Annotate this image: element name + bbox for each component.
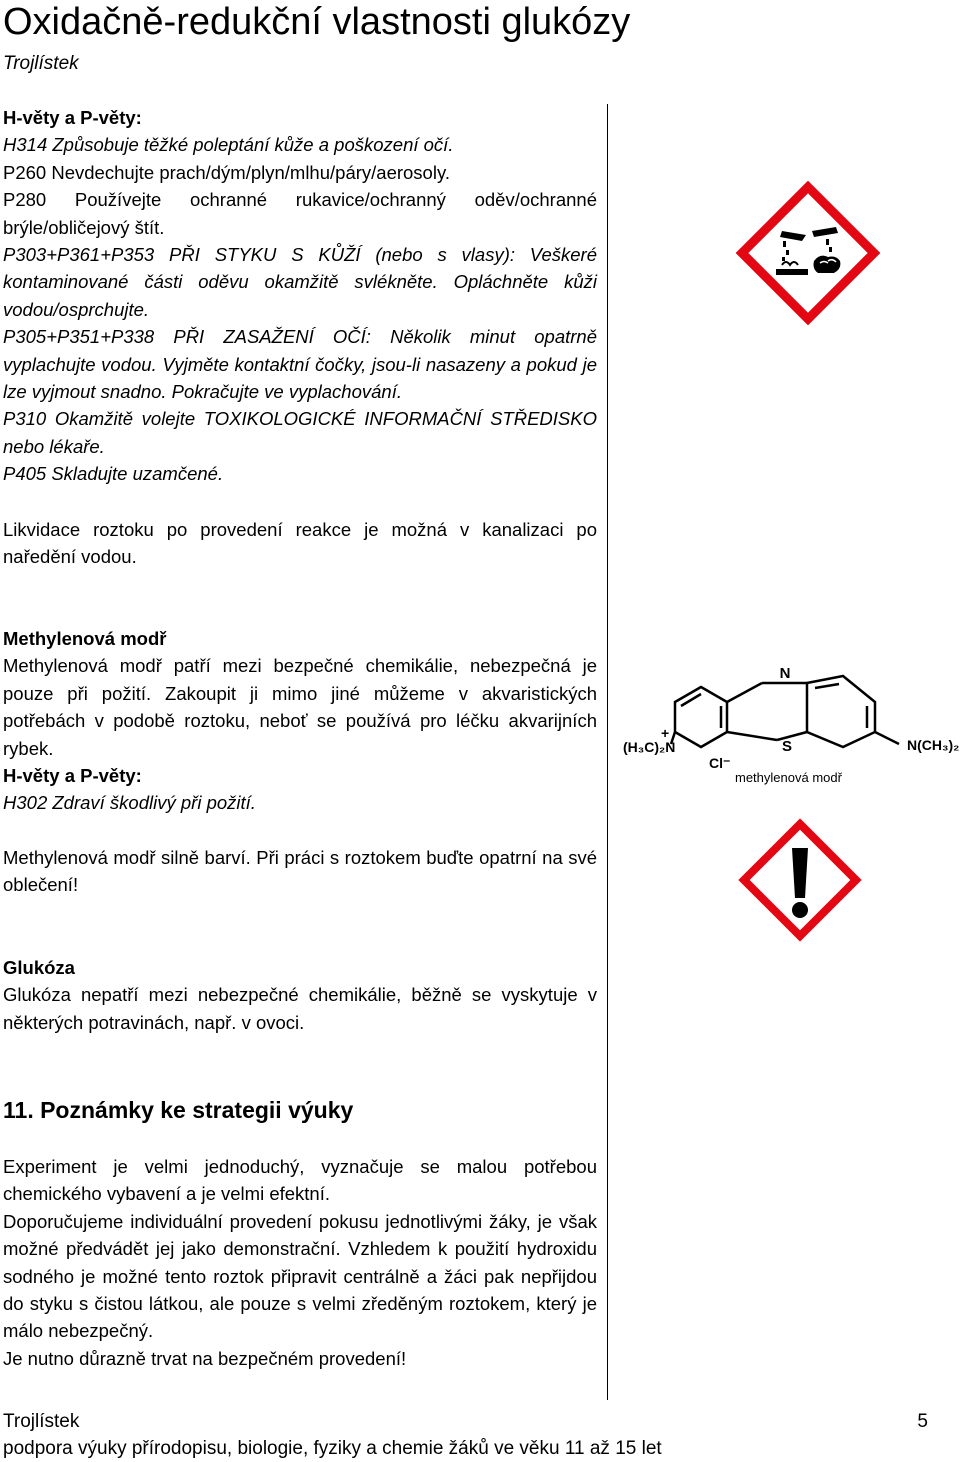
hazard-statement: P260 Nevdechujte prach/dým/plyn/mlhu/páry/aerosoly. <box>3 161 450 183</box>
atom-n-label: N <box>779 665 791 682</box>
page-footer <box>3 1408 928 1459</box>
methylene-blue-hp-heading: H-věty a P-věty: <box>3 765 142 787</box>
hazard-statement: P280 Používejte ochranné rukavice/ochranný oděv/ochranné brýle/obličejový štít. <box>3 189 597 238</box>
footer-tagline: podpora výuky přírodopisu, biologie, fyziky a chemie žáků ve věku 11 až 15 let <box>3 1438 662 1459</box>
ghs-corrosive-icon <box>736 181 880 325</box>
methylene-blue-text: Methylenová modř patří mezi bezpečné chemikálie, nebezpečná je pouze při požití. Zakoupit ji mimo jiné můžeme v akvaristických potřebách v podobě roztoku, neboť se používá pro léčku akvarijních rybek. <box>3 655 597 759</box>
methylene-blue-section <box>3 625 597 817</box>
hazard-statement: P305+P351+P338 PŘI ZASAŽENÍ OČÍ: Několik minut opatrně vyplachujte vodou. Vyjměte kontaktní čočky, jsou-li nasazeny a pokud je lze vyjmout snadno. Pokračujte ve vyplachování. <box>3 326 597 403</box>
ghs-exclamation-icon <box>738 818 862 942</box>
page-subtitle: Trojlístek <box>3 53 79 74</box>
hazard-statement: P310 Okamžitě volejte TOXIKOLOGICKÉ INFORMAČNÍ STŘEDISKO nebo lékaře. <box>3 408 597 457</box>
glucose-heading: Glukóza <box>3 957 75 978</box>
methylene-blue-heading: Methylenová modř <box>3 628 167 649</box>
column-divider <box>607 104 608 1400</box>
section-heading: 11. Poznámky ke strategii výuky <box>3 1097 354 1123</box>
hazard-statement: P405 Skladujte uzamčené. <box>3 463 224 485</box>
hazard-section <box>3 104 597 488</box>
glucose-text: Glukóza nepatří mezi nebezpečné chemikálie, běžně se vyskytuje v některých potravinách, např. v ovoci. <box>3 984 597 1033</box>
page-number: 5 <box>917 1411 928 1432</box>
disposal-note: Likvidace roztoku po provedení reakce je možná v kanalizaci po naředění vodou. <box>3 519 597 568</box>
page-title: Oxidačně-redukční vlastnosti glukózy <box>3 1 631 43</box>
strategy-paragraph: Doporučujeme individuální provedení pokusu jednotlivými žáky, je však možné předvádět jej jako demonstrační. Vzhledem k použití hydroxidu sodného je možné tento roztok připravit centrálně a žáci pak nepřijdou do styku s čistou látkou, ale pouze s velmi zředěným roztokem, který je málo nebezpečný. <box>3 1210 597 1342</box>
methylene-blue-note: Methylenová modř silně barví. Při práci s roztokem buďte opatrní na své oblečení! <box>3 847 597 896</box>
atom-s-label: S <box>781 738 793 755</box>
right-group-label: N(CH₃)₂ <box>907 737 960 753</box>
strategy-paragraph: Je nutno důrazně trvat na bezpečném provedení! <box>3 1347 407 1369</box>
charge-label: + <box>661 725 670 741</box>
left-group-label: (H₃C)₂N <box>623 739 676 755</box>
counterion-label: Cl⁻ <box>709 755 731 771</box>
structure-caption: methylenová modř <box>735 770 842 785</box>
strategy-section <box>3 1153 597 1372</box>
footer-org: Trojlístek <box>3 1411 80 1432</box>
hazard-statement: H314 Způsobuje těžké poleptání kůže a poškození očí. <box>3 134 454 156</box>
hazard-statement: P303+P361+P353 PŘI STYKU S KŮŽÍ (nebo s vlasy): Veškeré kontaminované části oděvu okamžitě svlékněte. Opláchněte kůži vodou/osprchujte. <box>3 244 597 320</box>
strategy-paragraph: Experiment je velmi jednoduchý, vyznačuje se malou potřebou chemického vybavení a je velmi efektní. <box>3 1156 597 1205</box>
hazard-heading: H-věty a P-věty: <box>3 107 142 128</box>
methylene-blue-hp-statement: H302 Zdraví škodlivý při požití. <box>3 792 256 814</box>
methylene-blue-structure <box>617 658 960 790</box>
glucose-section <box>3 954 597 1036</box>
